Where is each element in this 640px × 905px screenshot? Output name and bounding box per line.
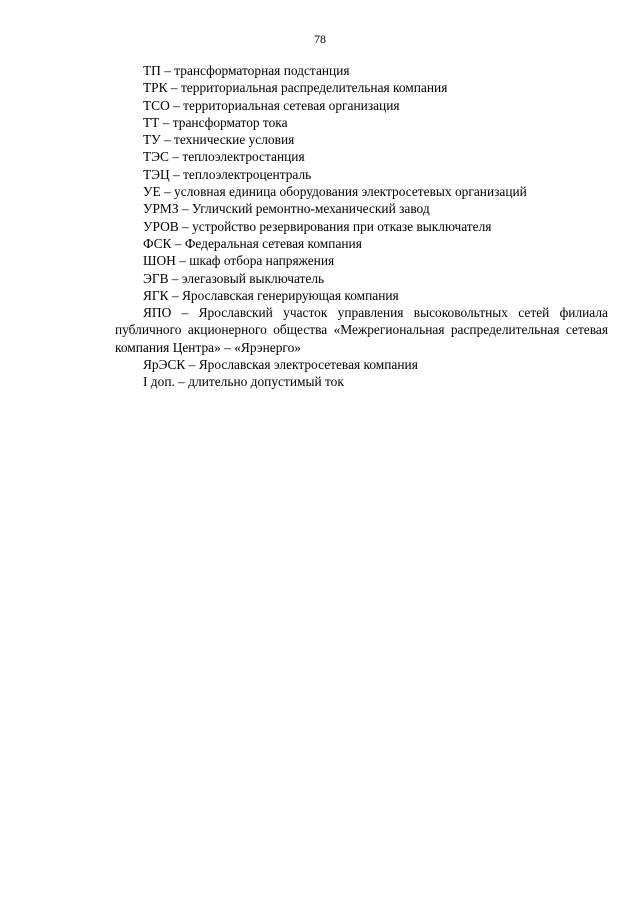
abbreviation-entry-yaresk: ЯрЭСК – Ярославская электросетевая компания [143, 357, 418, 373]
abbreviation-entry-tu: ТУ – технические условия [143, 132, 295, 148]
abbreviation-entry-egv: ЭГВ – элегазовый выключатель [143, 270, 325, 286]
page-number: 78 [314, 32, 326, 46]
abbreviation-entry-tes: ТЭС – теплоэлектростанция [143, 149, 305, 165]
abbreviation-entry-trk: ТРК – территориальная распределительная компания [143, 80, 448, 96]
abbreviation-entry-tt: ТТ – трансформатор тока [143, 114, 288, 130]
abbreviation-entry-i-dop: I доп. – длительно допустимый ток [143, 374, 344, 390]
abbreviation-entry-tp: ТП – трансформаторная подстанция [143, 63, 350, 78]
abbreviation-entry-urmz: УРМЗ – Угличский ремонтно-механический завод [143, 201, 430, 217]
abbreviation-list [115, 62, 608, 391]
abbreviation-entry-fsk: ФСК – Федеральная сетевая компания [143, 235, 362, 251]
abbreviation-entry-tso: ТСО – территориальная сетевая организация [143, 97, 400, 113]
abbreviation-entry-yagk: ЯГК – Ярославская генерирующая компания [143, 287, 399, 303]
abbreviation-entry-ue: УЕ – условная единица оборудования электросетевых организаций [143, 184, 527, 200]
abbreviation-entry-tec: ТЭЦ – теплоэлектроцентраль [143, 166, 312, 182]
abbreviation-entry-urov: УРОВ – устройство резервирования при отказе выключателя [143, 218, 492, 234]
abbreviation-entry-shon: ШОН – шкаф отбора напряжения [143, 253, 335, 269]
abbreviation-entry-yapo: ЯПО – Ярославский участок управления высоковольтных сетей филиала публичного акционерного общества «Межрегиональная распределительная сетевая компания Центра» – «Ярэнерго» [115, 305, 608, 355]
